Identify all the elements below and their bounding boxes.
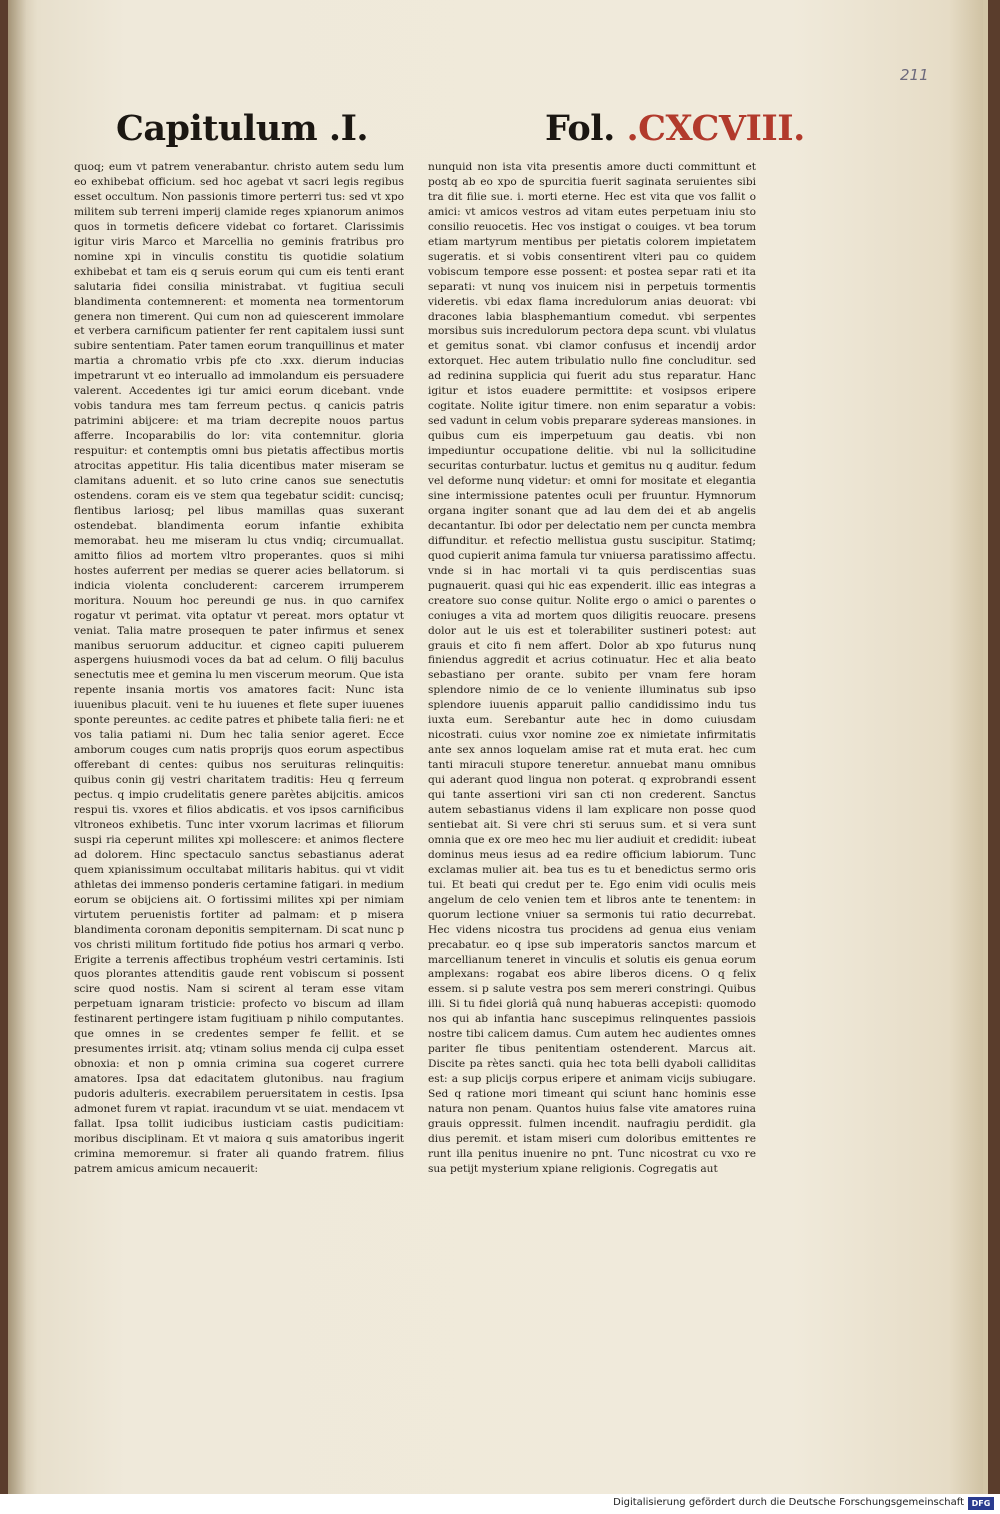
digitization-footer: [0, 1494, 1000, 1514]
right-column-body: nunquid non ista vita presentis amore ducti committunt et postq ab eo xpo de spurcitia fuerit saginata seruientes sibi tra dit filie sue. i. morti eterne. Hec est vita que vos fallit o amici: vt amicos vestros ad vitam eutes perpetuam iniu sto consilio reuocetis. Hec vos instigat o couiges. vt bea torum etiam martyrum mentibus per pietatis colorem impietatem sugeratis. et si vobis consentirent vlteri pau co quidem vobiscum tempore esse possent: et postea separ rati et ita separati: vt nunq vos inuicem nisi in perpetuis tormentis videretis. vbi edax flama incredulorum anias deuorat: vbi dracones labia blasphemantium comedut. vbi serpentes morsibus suis incredulorum pectora depa scunt. vbi vlulatus et gemitus sonat. vbi clamor confusus et incendij ardor extorquet. Hec autem tribulatio nullo fine concluditur. sed ad redinina supplicia qui fuerit adu stus reparatur. Hanc igitur et istos euadere permittite: et vosipsos eripere cogitate. Nolite igitur timere. non enim separatur a vobis: sed vadunt in celum vobis preparare sydereas mansiones. in quibus cum eis imperpetuum gau deatis. vbi non impediuntur occupatione delitie. vbi nul la sollicitudine securitas conturbatur. luctus et gemitus nu q auditur. fedum vel deforme nunq videtur: et omni for mositate et elegantia sine intermissione patentes oculi per fruuntur. Hymnorum organa ingiter sonant que ad lau dem dei et ab angelis decantantur. Ibi odor per delectatio nem per cuncta membra diffunditur. et refectio mellistua gustu suscipitur. Statimq; quod cupierit anima famula tur vniuersa paratissimo affectu. vnde si in hac mortali vi ta quis perdiscentias suas pugnauerit. quasi qui hic eas expenderit. illic eas integras a creatore suo conse quitur. Nolite ergo o amici o parentes o coniuges a vita ad mortem quos diligitis reuocare. presens dolor aut le uis est et tolerabiliter sustineri potest: aut grauis et cito fi nem affert. Dolor ab xpo futurus nunq finiendus aggredit et acrius cotinuatur. Hec et alia beato sebastiano per orante. subito per vnam fere horam splendore nimio de ce lo veniente illuminatus sub ipso splendore iuuenis apparuit pallio candidissimo indu tus iuxta eum. Serebantur aute hec in domo cuiusdam nicostrati. cuius vxor nomine zoe ex nimietate infirmitatis ante sex annos loquelam amise rat et muta erat. hec cum tanti miraculi stupore teneretur. annuebat manu omnibus qui aderant quod lingua non poterat. q exprobrandi essent qui tante assertioni viri san cti non crederent. Sanctus autem sebastianus videns il lam explicare non posse quod sentiebat ait. Si vere chri sti seruus sum. et si vera sunt omnia que ex ore meo hec mu lier audiuit et credidit: iubeat dominus meus iesus ad ea redire officium labiorum. Tunc exclamas mulier ait. bea tus es tu et benedictus sermo oris tui. Et beati qui credut per te. Ego enim vidi oculis meis angelum de celo venien tem et libros ante te tenentem: in quorum lectione vniuer sa sermonis tui ratio decurrebat. Hec videns nicostra tus procidens ad genua eius veniam precabatur. eo q ipse sub imperatoris sanctos marcum et marcellianum teneret in vinculis et solutis eis genua eorum amplexans: rogabat eos abire liberos dicens. O q felix essem. si p salute vestra pos sem mereri constringi. Quibus illi. Si tu fidei gloriâ quâ nunq habueras accepisti: quomodo nos qui ab infantia hanc suscepimus relinquentes passiois nostre tibi calicem damus. Cum autem hec audientes omnes pariter fle tibus penitentiam ostenderent. Marcus ait. Discite pa rètes sancti. quia hec tota belli dyaboli calliditas est: a sup plicijs corpus eripere et animam vicijs subiugare. Sed q ratione mori timeant qui sciunt hanc hominis esse natura non penam. Quantos huius false vite amatores ruina grauis oppressit. fulmen incendit. naufragiu perdidit. gla dius peremit. et istam miseri cum doloribus emittentes re runt illa penitus inuenire no pnt. Tunc nicostrat cu vxo re sua petijt mysterium xpiane religionis. Cogregatis aut: [428, 161, 756, 1175]
funding-credit: Digitalisierung gefördert durch die Deutsche Forschungsgemeinschaft: [613, 1497, 964, 1508]
page-edge: [983, 0, 988, 1494]
folio-prefix: Fol.: [545, 108, 627, 149]
page-gutter-shadow: [8, 0, 26, 1494]
handwritten-page-number: 211: [900, 66, 929, 84]
dfg-logo: DFG: [968, 1497, 994, 1510]
running-head-folio: [545, 108, 805, 149]
running-head-chapter: Capitulum .I.: [116, 108, 369, 149]
left-column-body: quoq; eum vt patrem venerabantur. christo autem sedu lum eo exhibebat officium. sed hoc agebat vt sacri legis regibus esset occultum. Non passionis timore perterri tus: sed vt xpo militem sub terreni imperij clamide reges xpianorum animos quos in tormetis deficere videbat co fortaret. Clarissimis igitur viris Marco et Marcellia no geminis fratribus pro nomine xpi in vinculis constitu tis quotidie solatium exhibebat et tam eis q seruis eorum qui cum eis tenti erant salutaria fidei consilia ministrabat. vt fugitiua seculi blandimenta contemnerent: et momenta nea tormentorum genera non timerent. Qui cum non ad quiescerent immolare et verbera carnificum patienter fer rent capitalem iussi sunt subire sententiam. Pater tamen eorum tranquillinus et mater martia a chromatio vrbis pfe cto .xxx. dierum inducias impetrarunt vt eo interuallo ad immolandum eis persuadere valerent. Accedentes igi tur amici eorum dicebant. vnde vobis tandura mes tam ferreum pectus. q canicis patris patrimini abijcere: et ma triam decrepite nouos partus afferre. Incoparabilis do lor: vita contemnitur. gloria respuitur: et contemptis omni bus pietatis affectibus mortis atrocitas appetitur. His talia dicentibus mater miseram se clamitans aduenit. et so luto crine canos sue senectutis ostendens. coram eis ve stem qua tegebatur scidit: cuncisq; flentibus lariosq; pel libus mamillas quas suxerant ostendebat. blandimenta eorum infantie exhibita memorabat. heu me miseram lu ctus vndiq; circumuallat. amitto filios ad mortem vltro properantes. quos si mihi hostes auferrent per medias se querer acies bellatorum. si indicia violenta concluderent: carcerem irrumperem moritura. Nouum hoc pereundi ge nus. in quo carnifex rogatur vt perimat. vita optatur vt pereat. mors optatur vt veniat. Talia matre prosequen te pater infirmus et senex manibus seruorum adducitur. et cigneo capiti puluerem aspergens huiusmodi voces da bat ad celum. O filij baculus senectutis mee et gemina lu men viscerum meorum. Que ista repente insania mortis vos amatores facit: Nunc ista iuuenibus placuit. veni te hu iuuenes et flete super iuuenes sponte pereuntes. ac cedite patres et phibete talia fieri: ne et vos talia patiami ni. Dum hec talia senior ageret. Ecce amborum couges cum natis proprijs quos eorum aspectibus offerebant di centes: quibus nos seruituras relinquitis: quibus conin gij vestri charitatem traditis: Heu q ferreum pectus. q impio crudelitatis genere parètes abijcitis. amicos respui tis. vxores et filios abdicatis. et vos ipsos carnificibus vltroneos exhibetis. Tunc inter vxorum lacrimas et filiorum suspi ria ceperunt milites xpi mollescere: et animos flectere ad dolorem. Hinc spectaculo sanctus sebastianus aderat quem xpianissimum occultabat militaris habitus. qui vt vidit athletas dei immenso ponderis certamine fatigari. in medium eorum se obijciens ait. O fortissimi milites xpi per nimiam virtutem peruenistis fortiter ad palmam: et p misera blandimenta coronam deponitis sempiternam. Di scat nunc p vos christi militum fortitudo fide potius hos armari q verbo. Erigite a terrenis affectibus trophéum vestri certaminis. Isti quos plorantes attenditis gaude rent vobiscum si possent scire quod nostis. Nam si scirent al teram esse vitam perpetuam ignaram tristicie: profecto vo biscum ad illam festinarent pertingere istam fugitiuam p nihilo computantes. que omnes in se credentes semper fe fellit. et se presumentes irrisit. atq; vtinam solius menda cij culpa esset obnoxia: et non p omnia crimina sua cogeret currere amatores. Ipsa dat edacitatem glutonibus. nau fragium pudoris adulteris. execrabilem peruersitatem in cestis. Ipsa admonet furem vt rapiat. iracundum vt se uiat. mendacem vt fallat. Ipsa tollit iudicibus iusticiam castis pudicitiam: moribus disciplinam. Et vt maiora q suis amatoribus ingerit crimina memoremur. si frater ali quando fratrem. filius patrem amicus amicum necauerit:: [74, 161, 404, 1175]
text-column-right: [428, 160, 756, 1190]
text-column-left: [74, 160, 404, 1206]
folio-numeral: .CXCVIII.: [626, 108, 805, 149]
